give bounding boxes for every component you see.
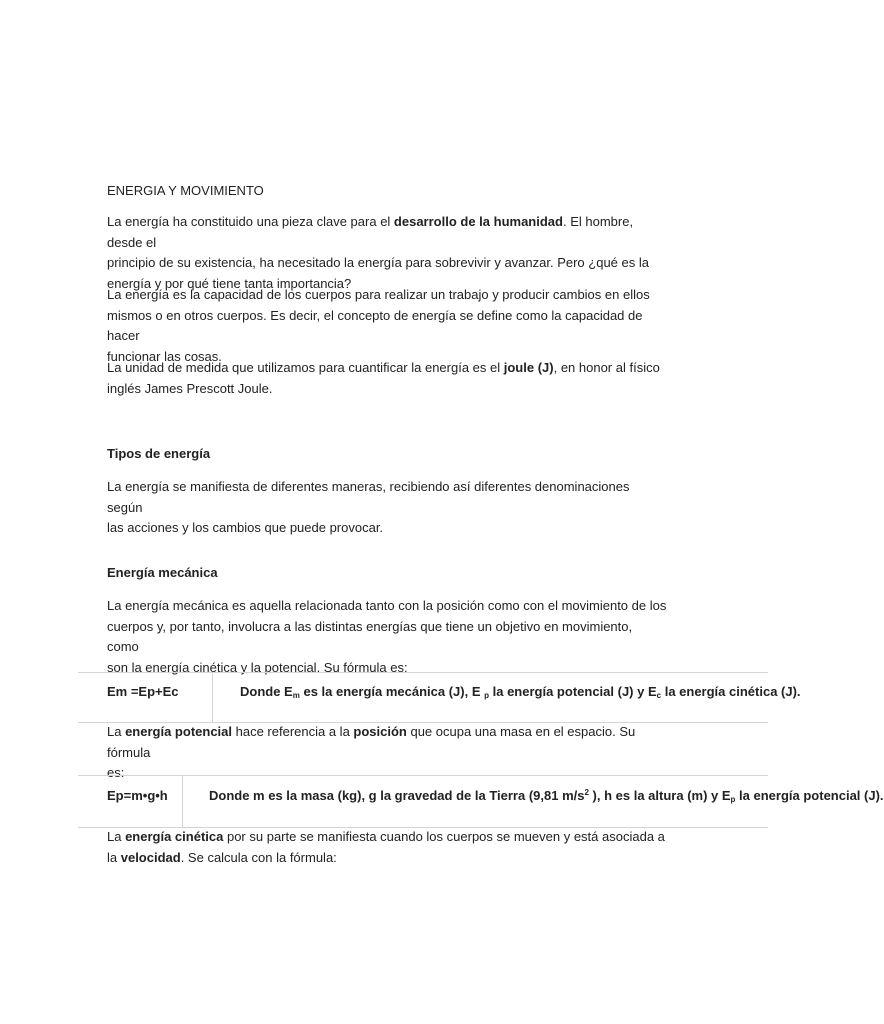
paragraph-unit: La unidad de medida que utilizamos para cuantificar la energía es el joule (J), en honor al físico inglés James Prescott Joule.	[107, 360, 660, 396]
paragraph-mecanica: La energía mecánica es aquella relacionada tanto con la posición como con el movimiento de los cuerpos y, por tanto, involucra a las distintas energías que tiene un objetivo en movimiento, como son la energía cinética y la potencial. Su fórmula es:	[107, 598, 667, 675]
paragraph-definition: La energía es la capacidad de los cuerpos para realizar un trabajo y producir cambios en ellos mismos o en otros cuerpos. Es decir, el concepto de energía se define como la capacidad de hacer funcionar las cosas.	[107, 287, 650, 364]
heading-tipos-de-energia: Tipos de energía	[107, 446, 211, 461]
formula-description-mecanica: Donde $E_m$ es la energía mecánica (J), E $_p$ la energía potencial (J) y $E_c$ la energía cinética (J).	[240, 684, 801, 700]
paragraph-intro: La energía ha constituido una pieza clave para el desarrollo de la humanidad. El hombre, desde el principio de su existencia, ha necesitado la energía para sobrevivir y avanzar. Pero ¿qué es la energía y por qué tiene tanta importancia?	[107, 214, 649, 291]
paragraph-cinetica: La energía cinética por su parte se manifiesta cuando los cuerpos se mueven y está asociada a la velocidad. Se calcula con la fórmula:	[107, 829, 665, 865]
paragraph-potencial: La energía potencial hace referencia a la posición que ocupa una masa en el espacio. Su fórmula es:	[107, 724, 636, 780]
formula-table-potencial	[78, 775, 884, 828]
formula-table-mecanica	[78, 672, 801, 723]
heading-energia-mecanica: Energía mecánica	[107, 565, 218, 580]
formula-description-potencial: Donde m es la masa (kg), g la gravedad de la Tierra (9,81 $m/s^2$ ), h es la altura (m) y $E_p$ la energía potencial (J).	[209, 788, 884, 804]
page-title: ENERGIA Y MOVIMIENTO	[107, 183, 264, 198]
formula-cell	[78, 673, 213, 722]
formula-em: Em =Ep+Ec	[107, 684, 179, 699]
formula-cell	[78, 776, 183, 827]
formula-ep: Ep=m•g•h	[107, 788, 168, 803]
paragraph-tipos: La energía se manifiesta de diferentes maneras, recibiendo así diferentes denominaciones según las acciones y los cambios que puede provocar.	[107, 479, 630, 535]
